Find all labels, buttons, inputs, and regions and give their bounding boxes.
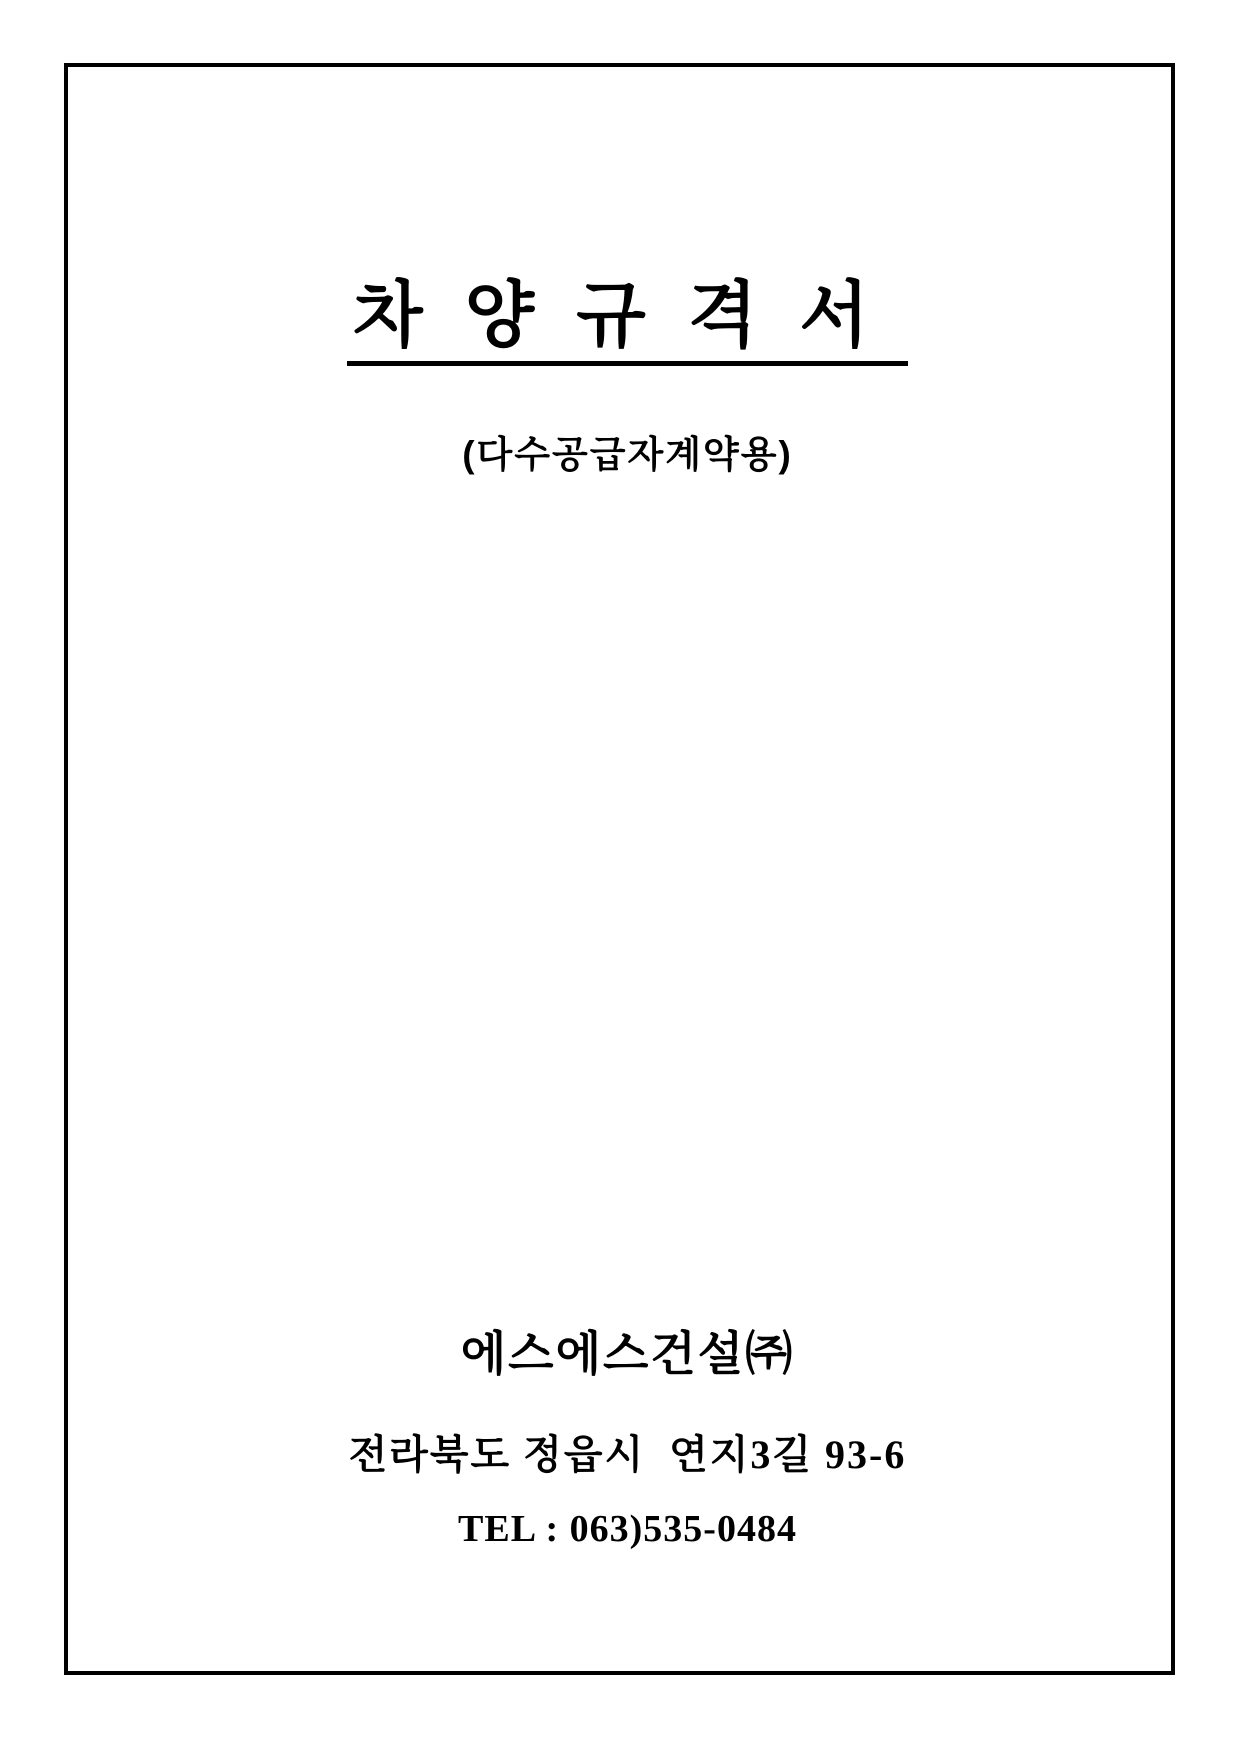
phone-row <box>64 1490 1175 1570</box>
document-subtitle: (다수공급자계약용) <box>462 434 793 475</box>
company-phone: TEL : 063)535-0484 <box>458 1508 797 1550</box>
company-address: 전라북도 정읍시 연지3길 93-6 <box>348 1432 907 1477</box>
title-row <box>64 262 1175 384</box>
document-title: 차 양 규 격 서 <box>347 280 908 366</box>
subtitle-row <box>64 416 1175 495</box>
address-row <box>64 1414 1175 1496</box>
company-row <box>64 1310 1175 1400</box>
company-name: 에스에스건설㈜ <box>460 1329 795 1381</box>
